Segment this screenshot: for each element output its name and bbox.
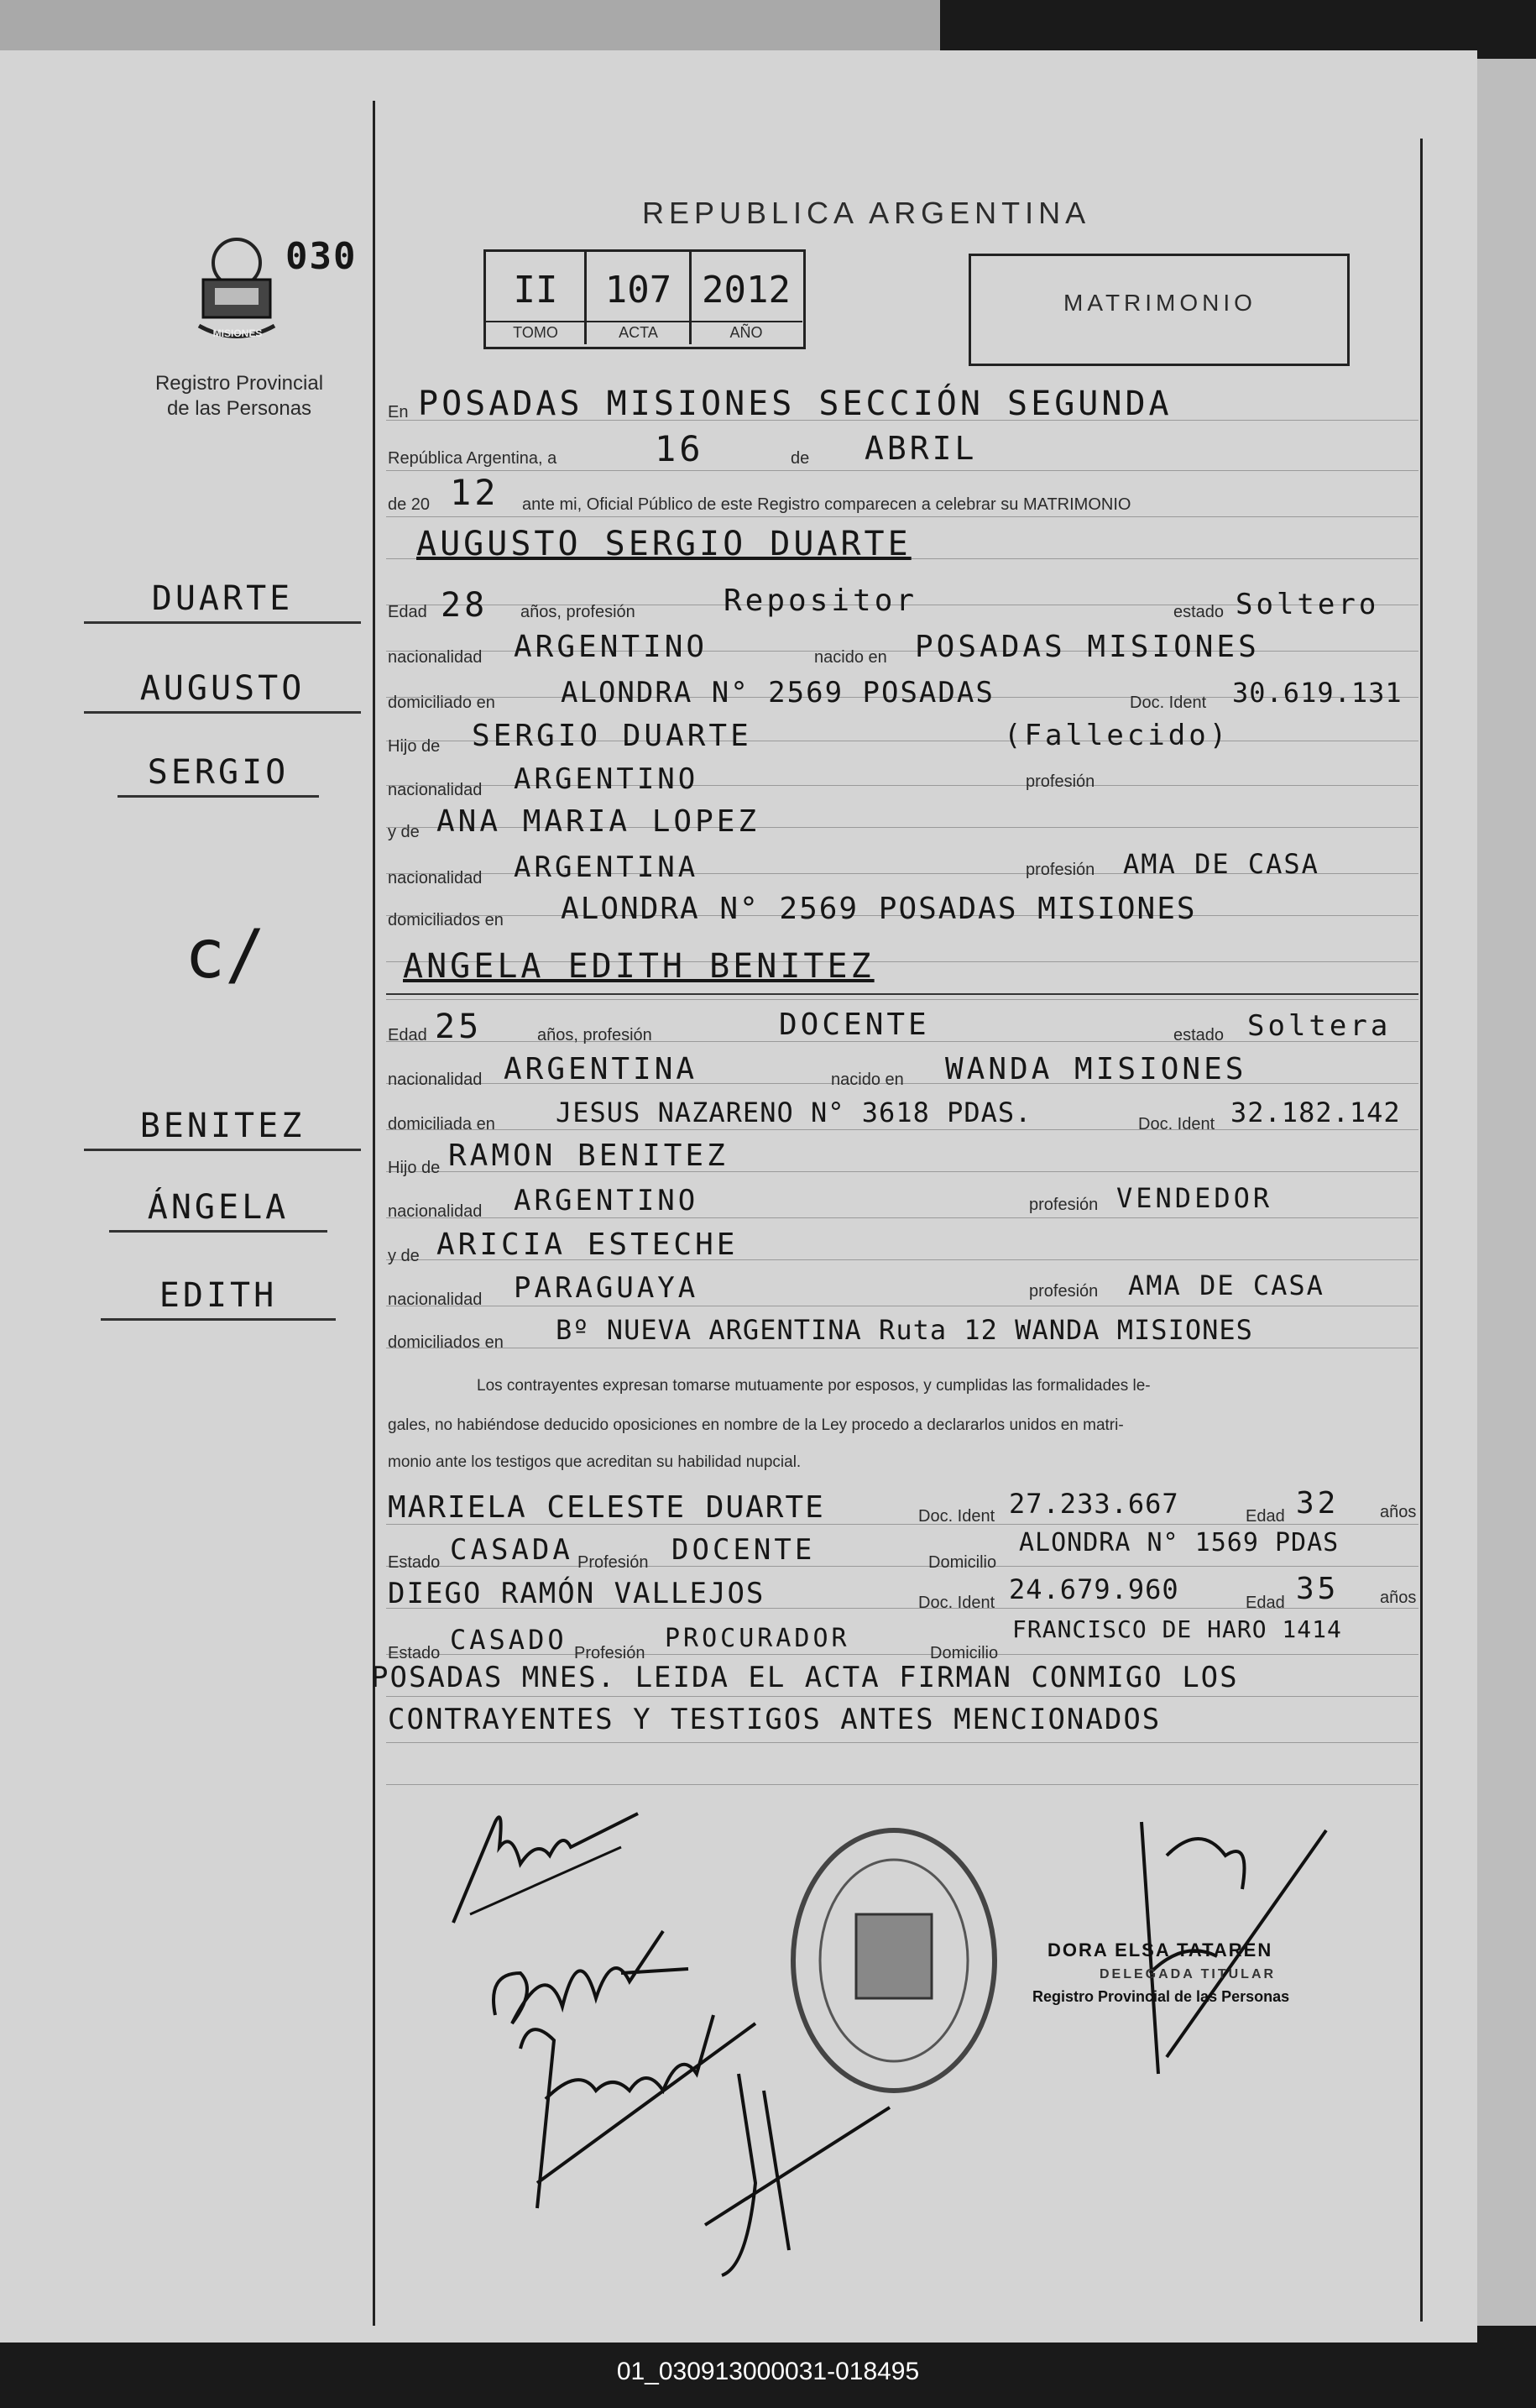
- closing-line-1: POSADAS MNES. LEIDA EL ACTA FIRMAN CONMIGO LOS: [371, 1661, 1239, 1694]
- witness-1-age: 32: [1296, 1486, 1340, 1521]
- margin-divider: [373, 101, 375, 2326]
- margin-conjunction: c/: [185, 915, 266, 993]
- bride-edad-label: Edad: [388, 1026, 427, 1044]
- declaration-line-2: gales, no habiéndose deducido oposiciones en nombre de la Ley procedo a declararlos unidos en matri-: [388, 1416, 1124, 1434]
- bride-address: JESUS NAZARENO N° 3618 PDAS.: [556, 1097, 1032, 1128]
- declaration-line-3: monio ante los testigos que acreditan su habilidad nupcial.: [388, 1453, 802, 1471]
- bride-nacionalidad-label: nacionalidad: [388, 1071, 483, 1089]
- groom-father: SERGIO DUARTE: [472, 719, 752, 753]
- bride-father: RAMON BENITEZ: [448, 1139, 729, 1173]
- tomo-value: II: [513, 269, 558, 311]
- witness-1-edad-label: Edad: [1246, 1507, 1285, 1526]
- groom-civil-status: Soltero: [1236, 588, 1380, 621]
- groom-nacido-label: nacido en: [814, 648, 887, 667]
- en-label: En: [388, 403, 409, 421]
- witness-2-prof-label: Profesión: [574, 1644, 645, 1662]
- groom-birthplace: POSADAS MISIONES: [915, 630, 1260, 664]
- groom-yde-label: y de: [388, 823, 420, 841]
- bride-father-nationality: ARGENTINO: [514, 1184, 699, 1217]
- bride-civil-status: Soltera: [1247, 1009, 1392, 1043]
- bride-mother: ARICIA ESTECHE: [436, 1228, 739, 1262]
- bride-yde-label: y de: [388, 1247, 420, 1265]
- groom-father-nationality: ARGENTINO: [514, 762, 699, 796]
- groom-signature-icon: [436, 1797, 655, 1939]
- year-prefix: de 20: [388, 495, 431, 514]
- witness-2-status: CASADO: [450, 1624, 567, 1656]
- groom-mother-prof-label: profesión: [1026, 861, 1095, 879]
- margin-bride-name2: EDITH: [101, 1276, 336, 1321]
- bride-parents-address: Bº NUEVA ARGENTINA Ruta 12 WANDA MISIONES: [556, 1314, 1253, 1346]
- margin-bride-name1: ÁNGELA: [109, 1188, 327, 1233]
- witness-2-doc-label: Doc. Ident: [918, 1594, 995, 1612]
- bride-profession: DOCENTE: [779, 1008, 930, 1042]
- groom-father-prof-label: profesión: [1026, 772, 1095, 791]
- groom-profession: Repositor: [724, 584, 918, 618]
- year-suffix: 12: [450, 472, 499, 513]
- witness-1-profession: DOCENTE: [671, 1533, 816, 1567]
- month-value: ABRIL: [865, 430, 978, 467]
- witness-1-dom-label: Domicilio: [928, 1553, 997, 1572]
- image-filename-caption: 01_030913000031-018495: [616, 2358, 920, 2385]
- republica-label: República Argentina, a: [388, 449, 557, 468]
- bride-mother-nationality: PARAGUAYA: [514, 1271, 699, 1305]
- registry-line-1: Registro Provincial: [154, 372, 324, 395]
- groom-nacionalidad-label: nacionalidad: [388, 648, 483, 667]
- groom-hijo-label: Hijo de: [388, 737, 441, 756]
- witness-1-name: MARIELA CELESTE DUARTE: [388, 1490, 825, 1525]
- acta-label: ACTA: [619, 324, 658, 341]
- bride-doc-number: 32.182.142: [1230, 1097, 1401, 1128]
- witness-2-profession: PROCURADOR: [665, 1624, 850, 1653]
- de-label: de: [791, 449, 810, 468]
- groom-parents-dom-label: domiciliados en: [388, 911, 504, 929]
- witness-1-anos-label: años: [1380, 1503, 1417, 1521]
- bride-birthplace: WANDA MISIONES: [945, 1052, 1247, 1086]
- bride-father-profession: VENDEDOR: [1116, 1182, 1273, 1214]
- bride-father-nat-label: nacionalidad: [388, 1202, 483, 1221]
- document-type: MATRIMONIO: [1063, 290, 1256, 316]
- bride-profesion-label: años, profesión: [537, 1026, 652, 1044]
- bride-parents-dom-label: domiciliados en: [388, 1333, 504, 1352]
- bride-nacido-label: nacido en: [831, 1071, 904, 1089]
- witness-1-prof-label: Profesión: [577, 1553, 649, 1572]
- closing-line-2: CONTRAYENTES Y TESTIGOS ANTES MENCIONADOS: [388, 1703, 1162, 1736]
- bride-hijo-label: Hijo de: [388, 1159, 441, 1177]
- witness-2-doc: 24.679.960: [1009, 1573, 1179, 1605]
- witness-2-address: FRANCISCO DE HARO 1414: [1012, 1615, 1342, 1643]
- witness-2-age: 35: [1296, 1572, 1340, 1606]
- ano-value: 2012: [702, 269, 791, 311]
- witness-2-estado-label: Estado: [388, 1644, 441, 1662]
- groom-mother-nat-label: nacionalidad: [388, 869, 483, 887]
- bride-age: 25: [435, 1008, 483, 1046]
- bride-domicilio-label: domiciliada en: [388, 1115, 495, 1133]
- bride-mother-profession: AMA DE CASA: [1128, 1269, 1324, 1301]
- witness-1-estado-label: Estado: [388, 1553, 441, 1572]
- seal-caption: MISIONES: [212, 327, 263, 339]
- groom-parents-address: ALONDRA N° 2569 POSADAS MISIONES: [561, 892, 1197, 926]
- bride-father-prof-label: profesión: [1029, 1196, 1099, 1214]
- ano-label: AÑO: [729, 324, 763, 341]
- top-page-strip: [0, 0, 940, 50]
- witness-2-edad-label: Edad: [1246, 1594, 1285, 1612]
- tomo-label: TOMO: [513, 324, 558, 341]
- right-border: [1420, 139, 1423, 2322]
- acta-value: 107: [604, 269, 672, 311]
- groom-edad-label: Edad: [388, 603, 427, 621]
- groom-age: 28: [441, 586, 488, 625]
- groom-mother: ANA MARIA LOPEZ: [436, 804, 760, 839]
- margin-groom-name1: AUGUSTO: [84, 669, 361, 714]
- intro-statement: ante mi, Oficial Público de este Registro comparecen a celebrar su MATRIMONIO: [522, 495, 1131, 514]
- registry-line-2: de las Personas: [166, 397, 312, 420]
- groom-father-nat-label: nacionalidad: [388, 781, 483, 799]
- official-round-seal-icon: [785, 1822, 1003, 2099]
- groom-mother-profession: AMA DE CASA: [1123, 848, 1319, 880]
- country-title: REPUBLICA ARGENTINA: [642, 196, 1091, 230]
- groom-doc-label: Doc. Ident: [1130, 694, 1207, 712]
- witness-1-status: CASADA: [450, 1533, 573, 1567]
- declaration-line-1: Los contrayentes expresan tomarse mutuamente por esposos, y cumplidas las formalidades le-: [477, 1377, 1151, 1395]
- officer-stamp-title: DELEGADA TITULAR: [1100, 1967, 1277, 1981]
- day-value: 16: [655, 428, 704, 469]
- margin-groom-name2: SERGIO: [118, 753, 319, 798]
- bride-mother-nat-label: nacionalidad: [388, 1290, 483, 1309]
- bride-nationality: ARGENTINA: [504, 1052, 698, 1086]
- groom-estado-label: estado: [1173, 603, 1225, 621]
- bride-mother-prof-label: profesión: [1029, 1282, 1099, 1301]
- margin-bride-surname: BENITEZ: [84, 1107, 361, 1151]
- groom-address: ALONDRA N° 2569 POSADAS: [561, 676, 995, 709]
- groom-domicilio-label: domiciliado en: [388, 694, 495, 712]
- officer-stamp-name: DORA ELSA TATAREN: [1048, 1939, 1273, 1960]
- bride-full-name: ANGELA EDITH BENITEZ: [403, 947, 875, 986]
- witness-1-address: ALONDRA N° 1569 PDAS: [1019, 1528, 1340, 1557]
- groom-father-note: (Fallecido): [1004, 719, 1230, 752]
- witness-2-anos-label: años: [1380, 1589, 1417, 1607]
- sheet-number: 030: [285, 235, 358, 278]
- groom-full-name: AUGUSTO SERGIO DUARTE: [416, 525, 912, 563]
- groom-mother-nationality: ARGENTINA: [514, 851, 699, 884]
- witness-2-name: DIEGO RAMÓN VALLEJOS: [388, 1577, 765, 1610]
- groom-nationality: ARGENTINO: [514, 630, 708, 664]
- witness-1-doc-label: Doc. Ident: [918, 1507, 995, 1526]
- margin-groom-surname: DUARTE: [84, 579, 361, 624]
- groom-profesion-label: años, profesión: [520, 603, 635, 621]
- page-edge: [1477, 59, 1536, 2326]
- witness-1-doc: 27.233.667: [1009, 1488, 1179, 1520]
- place-value: POSADAS MISIONES SECCIÓN SEGUNDA: [418, 385, 1173, 423]
- officer-stamp-office: Registro Provincial de las Personas: [1032, 1988, 1290, 2005]
- bride-estado-label: estado: [1173, 1026, 1225, 1044]
- groom-doc-number: 30.619.131: [1232, 677, 1403, 709]
- bride-doc-label: Doc. Ident: [1138, 1115, 1215, 1133]
- witness-2-dom-label: Domicilio: [930, 1644, 999, 1662]
